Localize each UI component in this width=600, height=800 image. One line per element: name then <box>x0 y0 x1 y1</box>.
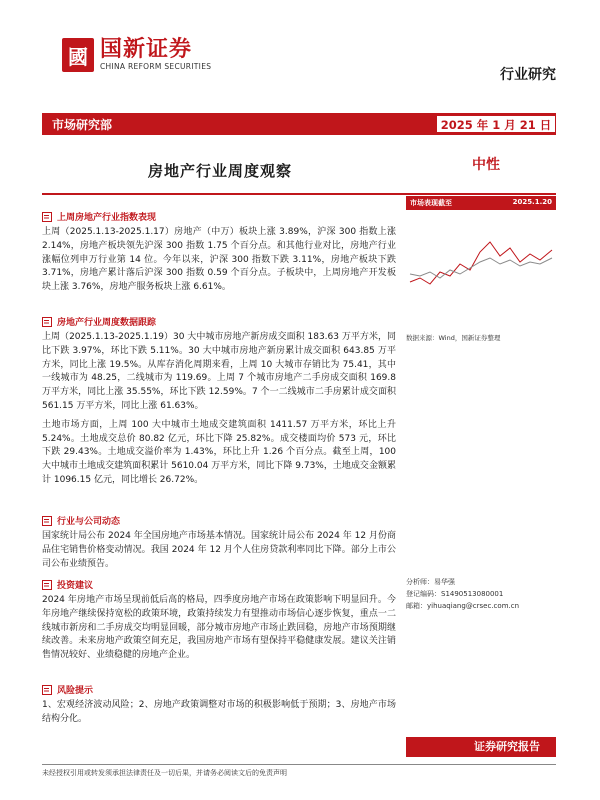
section-heading: 风险提示 <box>57 686 94 696</box>
section-paragraph: 上周（2025.1.13-2025.1.17）房地产（中万）板块上涨 3.89%，沪深 300 指数上涨 2.14%，房地产板块领先沪深 300 指数 1.75 个百分点。和其他行业对比，房地产行业涨幅位列申万行业第 14 位。今年以来，沪深 300 指数下跌 3.11%，房地产板块下跌 3.71%，房地产累计落后沪深 300 指数 0.59 个百分点。子板块中，上周房地产开发板块上涨 3.76%，房地产服务板块上涨 6.61%。 <box>42 227 396 293</box>
company-logo <box>62 38 211 72</box>
section-icon <box>42 212 52 222</box>
report-type: 行业研究 <box>500 67 556 83</box>
logo-mark: 國 <box>62 38 94 72</box>
section-icon <box>42 317 52 327</box>
analyst-email[interactable]: 邮箱：yihuaqiang@crsec.com.cn <box>406 602 520 610</box>
section-heading: 投资建议 <box>57 581 94 591</box>
section-paragraph: 上周（2025.1.13-2025.1.19）30 大中城市房地产新房成交面积 183.63 万平方米，同比下跌 3.97%，环比下跌 5.11%。30 大中城市房地产新房累计成交面积 643.85 万平方米，同比上涨 19.5%。从库存消化周期来看，上周 10 大城市存销比为 75.41，其中一线城市为 48.25，二线城市为 119.69。上周 7 个城市房地产二手房成交面积 169.8 万平方米，同比上涨 35.55%，环比下跌 12.59%。7 个一二线城市二手房累计成交面积 561.15 万平方米，同比上涨 61.63%。 <box>42 332 396 411</box>
section-risk-warning <box>42 683 396 727</box>
report-title: 房地产行业周度观察 <box>148 162 293 180</box>
report-date: 2025 年 1 月 21 日 <box>436 115 556 133</box>
chart-source: 数据来源：Wind，国新证券整理 <box>406 334 501 342</box>
chart-line-benchmark <box>410 258 552 278</box>
section-icon <box>42 685 52 695</box>
market-trend-chart <box>406 212 556 324</box>
analyst-info <box>406 576 519 612</box>
report-category-label: 证券研究报告 <box>406 737 556 757</box>
section-industry-news <box>42 514 396 571</box>
trend-label: 市场表现截至 <box>410 199 452 207</box>
logo-name-en: CHINA REFORM SECURITIES <box>100 62 212 71</box>
analyst-name: 分析师：易华强 <box>406 578 455 586</box>
section-paragraph: 土地市场方面，上周 100 大中城市土地成交建筑面积 1411.57 万平方米，环比上升 5.24%。土地成交总价 80.82 亿元，环比下降 25.82%。成交楼面均价 573 元，环比下跌 29.43%。土地成交溢价率为 1.43%，环比上升 1.26 个百分点。截至上周，100 大中城市土地成交建筑面积累计 5610.04 万平方米，同比下降 9.73%，土地成交金额累计 1096.15 亿元，同比增长 26.72%。 <box>42 419 396 485</box>
logo-name-cn: 国新证券 <box>100 37 193 62</box>
header-bar <box>42 113 556 135</box>
section-paragraph: 2024 年房地产市场呈现前低后高的格局，四季度房地产市场在政策影响下明显回升。今年房地产继续保持宽松的政策环境，政策持续发力有望推动市场信心逐步恢复，重点一二线城市新房和二手房成交均明显回暖，部分城市房地产市场止跌回稳，房地产市场预期继续改善。未来房地产政策空间充足，我国房地产市场有望保持平稳健康发展。建议关注销售情况较好、业绩稳健的房地产企业。 <box>42 595 396 661</box>
rating-label: 中性 <box>472 157 500 173</box>
trend-date: 2025.1.20 <box>512 198 552 206</box>
section-icon <box>42 580 52 590</box>
section-heading: 上周房地产行业指数表现 <box>57 213 157 223</box>
section-icon <box>42 516 52 526</box>
section-weekly-data <box>42 315 396 488</box>
disclaimer-footer: 未经授权引用或转发须承担法律责任及一切后果，并请务必阅读文后的免责声明 <box>42 764 556 778</box>
section-paragraph: 国家统计局公布 2024 年全国房地产市场基本情况。国家统计局公布 2024 年 12 月份商品住宅销售价格变动情况。我国 2024 年 12 月个人住房贷款利率同比下降。部分上市公司公布业绩预告。 <box>42 531 396 569</box>
section-paragraph: 1、宏观经济波动风险；2、房地产政策调整对市场的积极影响低于预期；3、房地产市场结构分化。 <box>42 700 396 724</box>
chart-line-index <box>410 242 552 284</box>
section-index-performance <box>42 210 396 295</box>
analyst-cert: 登记编码：S1490513080001 <box>406 590 504 598</box>
market-trend-header <box>406 196 556 210</box>
title-divider <box>42 193 556 195</box>
section-investment-advice <box>42 578 396 663</box>
section-heading: 行业与公司动态 <box>57 517 121 527</box>
section-heading: 房地产行业周度数据跟踪 <box>57 318 157 328</box>
department-label: 市场研究部 <box>52 118 113 132</box>
